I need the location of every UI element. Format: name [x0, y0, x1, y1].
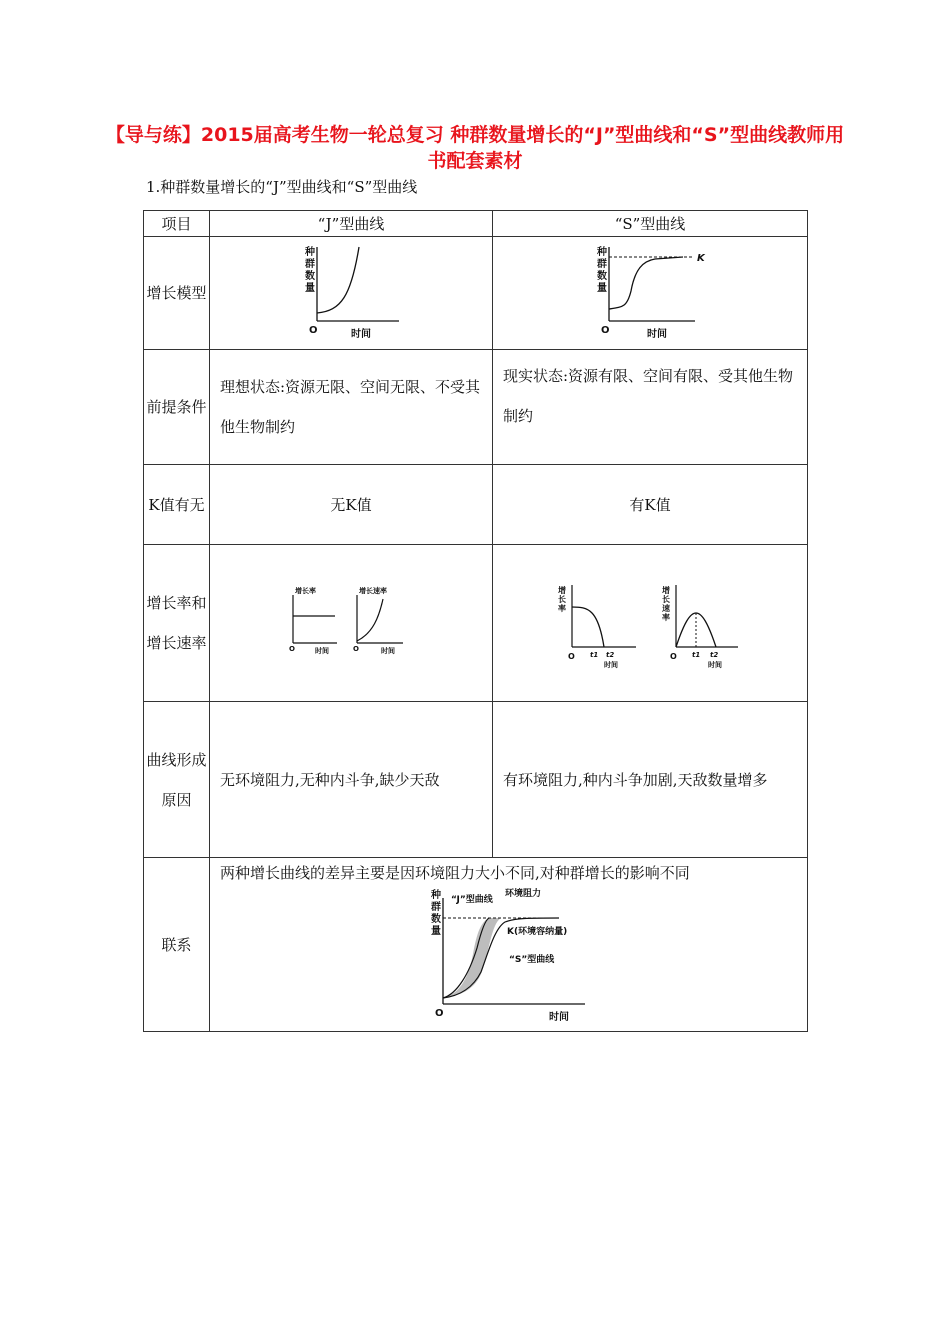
y-label-char-3: 率 — [558, 604, 566, 613]
s-curve-legend: “S”型曲线 — [508, 955, 554, 965]
y-label-char-3: 速 — [662, 604, 670, 613]
combined-growth-graph — [409, 884, 609, 1022]
resistance-label: 环境阻力 — [504, 889, 541, 899]
comparison-table — [143, 210, 808, 1032]
relation-text: 两种增长曲线的差异主要是因环境阻力大小不同,对种群增长的影响不同 — [220, 864, 690, 882]
origin-label: O — [601, 324, 610, 336]
j-rate-graphs — [281, 583, 421, 663]
j-curve-legend: “J”型曲线 — [450, 895, 493, 905]
row-premise — [144, 350, 808, 465]
environment-resistance-area — [443, 918, 501, 998]
s-rate-graphs — [550, 575, 750, 671]
y-label-char-1: 增 — [662, 586, 670, 595]
j-k-value: 无K值 — [210, 465, 493, 545]
header-s-curve: “S”型曲线 — [493, 211, 808, 237]
y-label-char-2: 群 — [305, 258, 315, 270]
y-label-char-2: 群 — [597, 258, 607, 270]
origin-label: O — [670, 652, 677, 661]
y-label-char-2: 长 — [558, 595, 566, 604]
header-j-curve: “J”型曲线 — [210, 211, 493, 237]
label-premise: 前提条件 — [144, 350, 210, 465]
speed-label: 增长速率 — [359, 587, 387, 595]
label-growth-model: 增长模型 — [144, 237, 210, 350]
y-label-char-4: 量 — [430, 926, 441, 937]
y-label-char-2: 群 — [430, 902, 441, 913]
k-capacity-label: K(环境容纳量) — [506, 927, 567, 937]
label-growth-rate: 增长率和增长速率 — [144, 545, 210, 702]
y-label-char-1: 种 — [597, 246, 607, 258]
label-relation: 联系 — [144, 858, 210, 1032]
x-label: 时间 — [647, 328, 667, 340]
origin-label: O — [434, 1008, 444, 1019]
t1-label: t1 — [590, 651, 599, 659]
row-growth-model — [144, 237, 808, 350]
s-k-value: 有K值 — [493, 465, 808, 545]
document-title: 【导与练】2015届高考生物一轮总复习 种群数量增长的“J”型曲线和“S”型曲线教师用书配套素材 — [105, 124, 845, 172]
x-label: 时间 — [351, 328, 371, 340]
j-curve-line — [317, 247, 359, 313]
s-premise-text: 现实状态:资源有限、空间有限、受其他生物制约 — [493, 350, 808, 465]
y-label-char-2: 长 — [662, 595, 670, 604]
y-label-char-4: 量 — [305, 282, 315, 294]
origin-label: O — [353, 645, 359, 653]
j-growth-graph — [281, 241, 421, 346]
y-label-char-1: 种 — [305, 246, 315, 258]
relation-cell — [210, 858, 808, 1032]
s-curve-line — [609, 257, 683, 309]
j-speed-curve — [357, 599, 383, 641]
y-label-char-3: 数 — [305, 270, 315, 282]
x-label: 时间 — [381, 647, 395, 655]
s-growth-graph — [575, 241, 725, 346]
t2-label: t2 — [710, 651, 719, 659]
s-model-cell — [493, 237, 808, 350]
y-label-char-1: 增 — [558, 586, 566, 595]
origin-label: O — [568, 652, 575, 661]
k-label: K — [697, 252, 705, 264]
row-relation — [144, 858, 808, 1032]
origin-label: O — [289, 645, 295, 653]
t1-label: t1 — [692, 651, 701, 659]
y-label-char-4: 量 — [597, 282, 607, 294]
row-cause — [144, 702, 808, 858]
x-label: 时间 — [708, 661, 722, 669]
j-cause-text: 无环境阻力,无种内斗争,缺少天敌 — [210, 702, 493, 858]
row-growth-rate — [144, 545, 808, 702]
rate-label: 增长率 — [295, 587, 316, 595]
x-label: 时间 — [604, 661, 618, 669]
j-premise-text: 理想状态:资源无限、空间无限、不受其他生物制约 — [210, 350, 493, 465]
y-label-char-1: 种 — [430, 890, 441, 901]
row-k-value — [144, 465, 808, 545]
y-label-char-4: 率 — [662, 613, 670, 622]
x-label: 时间 — [315, 647, 329, 655]
section-heading: 1.种群数量增长的“J”型曲线和“S”型曲线 — [146, 178, 418, 196]
s-rate-cell — [493, 545, 808, 702]
s-rate-curve — [572, 607, 604, 647]
y-label-char-3: 数 — [430, 914, 441, 925]
header-item: 项目 — [144, 211, 210, 237]
j-rate-cell — [210, 545, 493, 702]
t2-label: t2 — [606, 651, 615, 659]
s-cause-text: 有环境阻力,种内斗争加剧,天敌数量增多 — [493, 702, 808, 858]
header-row — [144, 211, 808, 237]
x-label: 时间 — [548, 1012, 569, 1022]
label-k-value: K值有无 — [144, 465, 210, 545]
origin-label: O — [309, 324, 318, 336]
y-label-char-3: 数 — [597, 270, 607, 282]
j-model-cell — [210, 237, 493, 350]
label-cause: 曲线形成原因 — [144, 702, 210, 858]
